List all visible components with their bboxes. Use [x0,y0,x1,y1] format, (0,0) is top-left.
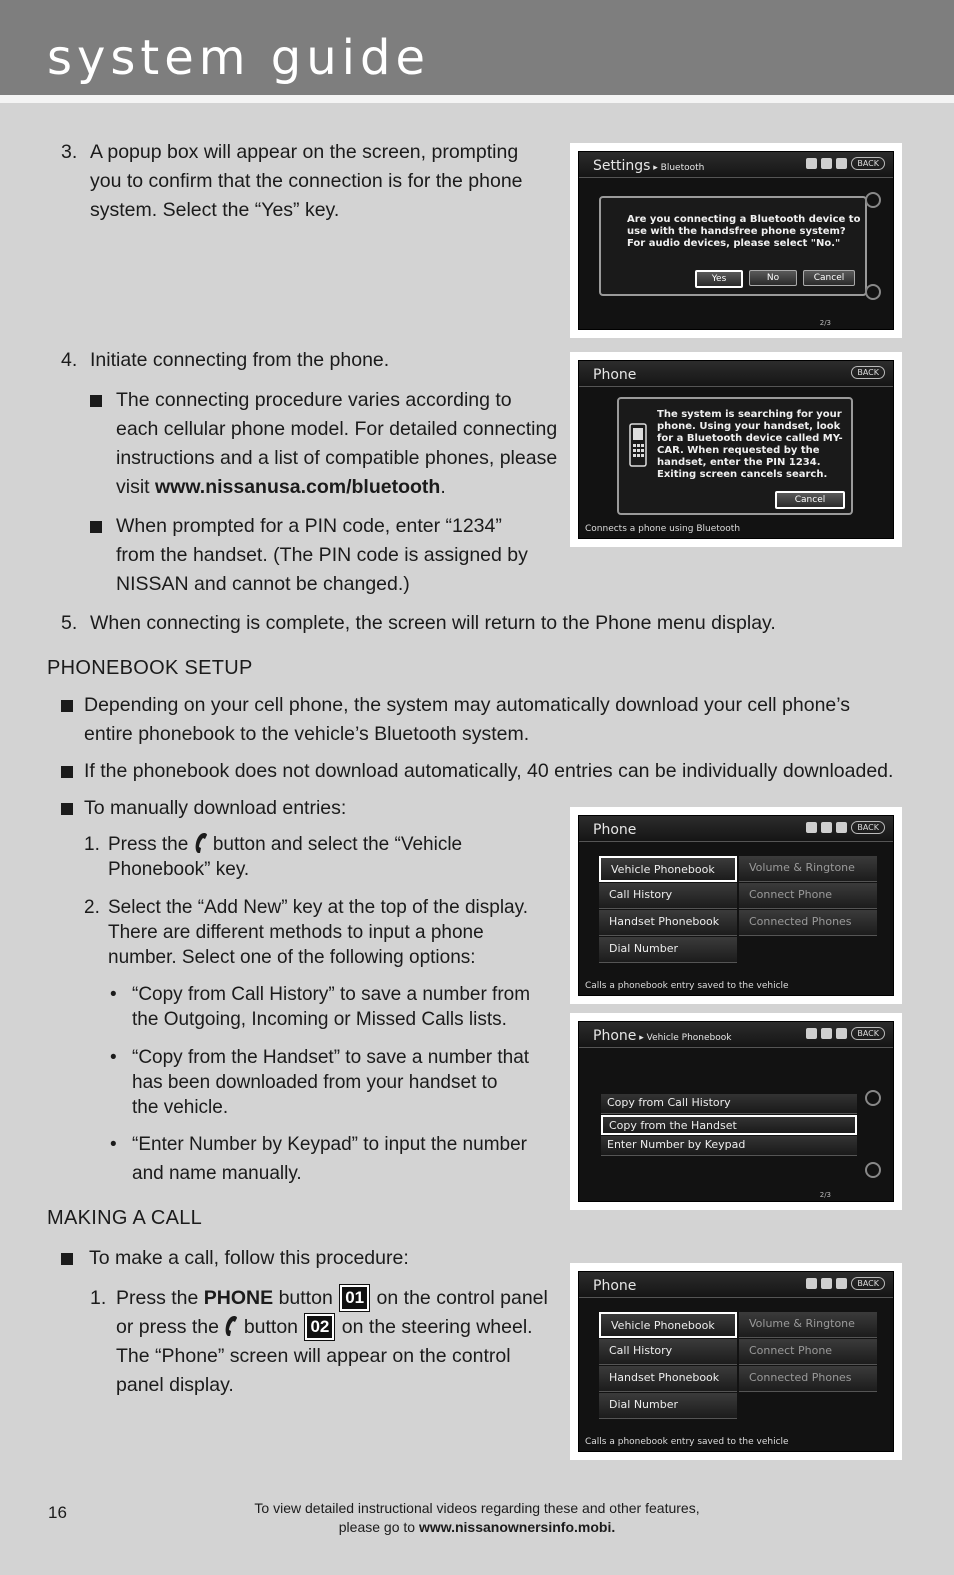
scroll-up-icon [865,192,881,208]
dialog-line-5: handset, enter the PIN 1234. [657,457,821,468]
phone-status-icon [806,158,817,169]
connect-phone-item[interactable]: Connect Phone [739,1339,877,1365]
connected-phones-item[interactable]: Connected Phones [739,1366,877,1392]
dialog-line-4: CAR. When requested by the [657,445,820,456]
battery-icon [821,1028,832,1039]
phone-handset-icon [194,832,208,854]
step-4-b2-line-1: When prompted for a PIN code, enter “1234” [116,515,502,537]
control-badge-02: 02 [305,1314,334,1340]
dialog-line-6: Exiting screen cancels search. [657,469,828,480]
option-bullet: • [110,984,117,1005]
control-badge-01: 01 [340,1285,369,1311]
scroll-down-icon [865,1162,881,1178]
back-button[interactable]: BACK [851,157,885,170]
header-bar [0,0,954,95]
step-4-b2-line-3: NISSAN and cannot be changed.) [116,573,410,595]
step-4-b1-line-3: instructions and a list of compatible phones, please [116,447,558,469]
page-title: system guide [47,30,431,86]
enter-keypad-item[interactable]: Enter Number by Keypad [601,1136,857,1156]
screen-title: Phone [593,367,637,383]
option-2-line-1: “Copy from the Handset” to save a number that [132,1047,530,1068]
owners-info-link[interactable]: www.nissanownersinfo.mobi. [418,1519,616,1535]
volume-ringtone-item[interactable]: Volume & Ringtone [739,1312,877,1338]
step-4-b1-line-4: visit www.nissanusa.com/bluetooth. [116,476,446,498]
cancel-button[interactable]: Cancel [803,270,855,286]
step-5-text: When connecting is complete, the screen will return to the Phone menu display. [90,612,776,634]
phonebook-b3: To manually download entries: [84,797,347,819]
status-icons [806,1027,885,1040]
signal-icon [836,158,847,169]
phone-status-icon [806,1278,817,1289]
option-2-line-3: the vehicle. [132,1097,229,1118]
screenshot-bluetooth-confirm [570,143,902,338]
dialog-line-1: Are you connecting a Bluetooth device to [627,214,861,225]
screenshot-phone-searching [570,352,902,547]
step-3-line-3: system. Select the “Yes” key. [90,199,340,221]
confirm-dialog [599,196,867,296]
phonebook-s2-line-1: Select the “Add New” key at the top of the display. [108,897,528,918]
back-button[interactable]: BACK [851,1277,885,1290]
screen-title: Phone ▸ Vehicle Phonebook [593,1028,732,1044]
vehicle-phonebook-item[interactable]: Vehicle Phonebook [599,1312,737,1338]
battery-icon [821,822,832,833]
back-button[interactable]: BACK [851,366,885,379]
screen-footer: Connects a phone using Bluetooth [585,524,741,534]
making-call-s1-line-1: Press the PHONE button 01 on the control panel [116,1287,548,1309]
handset-icon [629,423,647,467]
back-button[interactable]: BACK [851,821,885,834]
making-call-heading: MAKING A CALL [47,1207,203,1229]
screen-title: Phone [593,1278,637,1294]
page-indicator: 2/3 [819,1191,831,1199]
step-4-b1-line-2: each cellular phone model. For detailed connecting [116,418,558,440]
option-3-line-2: and name manually. [132,1163,302,1184]
option-bullet: • [110,1134,117,1155]
phonebook-s2-line-2: There are different methods to input a phone [108,922,484,943]
dial-number-item[interactable]: Dial Number [599,937,737,963]
handset-phonebook-item[interactable]: Handset Phonebook [599,1366,737,1392]
scroll-down-icon [865,284,881,300]
status-icons [806,157,885,170]
copy-call-history-item[interactable]: Copy from Call History [601,1094,857,1114]
dialog-line-2: use with the handsfree phone system? [627,226,846,237]
status-icons [806,821,885,834]
phone-status-icon [806,822,817,833]
display-screen [578,151,894,330]
phonebook-heading: PHONEBOOK SETUP [47,657,253,679]
step-5-number: 5. [61,612,78,634]
bullet-square [90,395,102,407]
battery-icon [821,1278,832,1289]
making-call-b1: To make a call, follow this procedure: [89,1247,409,1269]
phonebook-b2: If the phonebook does not download automatically, 40 entries can be individually downloaded. [84,760,894,782]
screen-footer: Calls a phonebook entry saved to the vehicle [585,981,789,991]
bullet-square [61,1253,73,1265]
phonebook-s2-line-3: number. Select one of the following options: [108,947,476,968]
page-indicator: 2/3 [819,319,831,327]
copy-handset-item[interactable]: Copy from the Handset [601,1115,857,1135]
bullet-square [61,766,73,778]
screenshot-vehicle-phonebook [570,1013,902,1210]
cancel-button[interactable]: Cancel [775,491,845,509]
dial-number-item[interactable]: Dial Number [599,1393,737,1419]
phonebook-s1-line-2: Phonebook” key. [108,859,250,880]
making-call-s1-line-2: or press the button 02 on the steering wheel. [116,1316,533,1338]
making-call-s1-line-3: The “Phone” screen will appear on the control [116,1345,511,1367]
call-history-item[interactable]: Call History [599,1339,737,1365]
dialog-line-3: For audio devices, please select "No." [627,238,841,249]
option-1-line-2: the Outgoing, Incoming or Missed Calls lists. [132,1009,507,1030]
phone-status-icon [806,1028,817,1039]
call-history-item[interactable]: Call History [599,883,737,909]
step-3-line-2: you to confirm that the connection is for the phone [90,170,523,192]
bullet-square [61,803,73,815]
footer-note [0,1499,954,1537]
phonebook-s2-number: 2. [84,897,100,918]
page-number: 16 [48,1503,67,1522]
phonebook-s1-line-1: Press the button and select the “Vehicle [108,834,463,855]
phonebook-b1-line-1: Depending on your cell phone, the system may automatically download your cell phone’s [84,694,851,716]
display-screen [578,1021,894,1202]
phonebook-b1-line-2: entire phonebook to the vehicle’s Bluetooth system. [84,723,530,745]
dialog-line-1: The system is searching for your [657,409,842,420]
signal-icon [836,1028,847,1039]
connected-phones-item[interactable]: Connected Phones [739,910,877,936]
signal-icon [836,1278,847,1289]
option-bullet: • [110,1047,117,1068]
screen-footer: Calls a phonebook entry saved to the vehicle [585,1437,789,1447]
step-4-b2-line-2: from the handset. (The PIN code is assigned by [116,544,528,566]
handset-phonebook-item[interactable]: Handset Phonebook [599,910,737,936]
screen-title: Settings ▸ Bluetooth [593,158,705,174]
status-icons [851,366,885,379]
signal-icon [836,822,847,833]
dialog-line-2: phone. Using your handset, look [657,421,841,432]
step-4-number: 4. [61,349,78,371]
yes-button[interactable]: Yes [695,270,743,288]
option-3-line-1: “Enter Number by Keypad” to input the number [132,1134,527,1155]
bullet-square [90,521,102,533]
making-call-s1-line-4: panel display. [116,1374,234,1396]
vehicle-phonebook-item[interactable]: Vehicle Phonebook [599,856,737,882]
option-2-line-2: has been downloaded from your handset to [132,1072,498,1093]
step-3-line-1: A popup box will appear on the screen, prompting [90,141,519,163]
back-button[interactable]: BACK [851,1027,885,1040]
making-call-s1-number: 1. [90,1287,107,1309]
bullet-square [61,700,73,712]
step-3-number: 3. [61,141,78,163]
option-1-line-1: “Copy from Call History” to save a number from [132,984,531,1005]
connect-phone-item[interactable]: Connect Phone [739,883,877,909]
phonebook-s1-number: 1. [84,834,100,855]
display-screen [578,1271,894,1452]
step-4-b1-line-1: The connecting procedure varies according to [116,389,512,411]
status-icons [806,1277,885,1290]
header-rule [0,95,954,103]
display-screen [578,815,894,996]
dialog-line-3: for a Bluetooth device called MY- [657,433,843,444]
phone-handset-icon [224,1315,238,1337]
display-screen [578,360,894,539]
bluetooth-link[interactable]: www.nissanusa.com/bluetooth [155,476,441,498]
volume-ringtone-item[interactable]: Volume & Ringtone [739,856,877,882]
screen-title: Phone [593,822,637,838]
searching-dialog [617,397,853,515]
footer-line-2: please go to www.nissanownersinfo.mobi. [338,1519,616,1535]
no-button[interactable]: No [749,270,797,286]
step-4-text: Initiate connecting from the phone. [90,349,390,371]
screenshot-phone-menu-2 [570,1263,902,1460]
footer-line-1: To view detailed instructional videos regarding these and other features, [254,1500,700,1516]
screenshot-phone-menu [570,807,902,1004]
scroll-up-icon [865,1090,881,1106]
battery-icon [821,158,832,169]
